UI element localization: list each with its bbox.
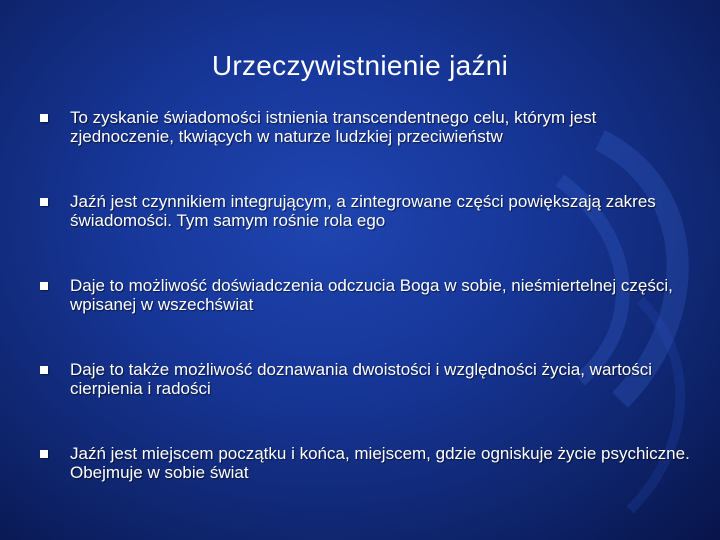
bullet-text: Jaźń jest czynnikiem integrującym, a zintegrowane części powiększają zakres świadomości. Tym samym rośnie rola ego	[70, 192, 656, 230]
square-bullet-icon	[40, 282, 48, 290]
bullet-text: To zyskanie świadomości istnienia transcendentnego celu, którym jest zjednoczenie, tkwiących w naturze ludzkiej przeciwieństw	[70, 108, 597, 146]
bullet-item	[38, 108, 698, 146]
bullet-item	[38, 444, 698, 482]
square-bullet-icon	[40, 366, 48, 374]
bullet-item	[38, 276, 698, 314]
bullet-text: Daje to możliwość doświadczenia odczucia Boga w sobie, nieśmiertelnej części, wpisanej w wszechświat	[70, 276, 673, 314]
square-bullet-icon	[40, 114, 48, 122]
bullet-text: Jaźń jest miejscem początku i końca, miejscem, gdzie ogniskuje życie psychiczne. Obejmuje w sobie świat	[70, 444, 690, 482]
bullet-item	[38, 192, 698, 230]
bullet-list	[38, 108, 698, 528]
bullet-item	[38, 360, 698, 398]
slide-title: Urzeczywistnienie jaźni	[211, 50, 509, 81]
square-bullet-icon	[40, 450, 48, 458]
square-bullet-icon	[40, 198, 48, 206]
bullet-text: Daje to także możliwość doznawania dwoistości i względności życia, wartości cierpienia i radości	[70, 360, 653, 398]
